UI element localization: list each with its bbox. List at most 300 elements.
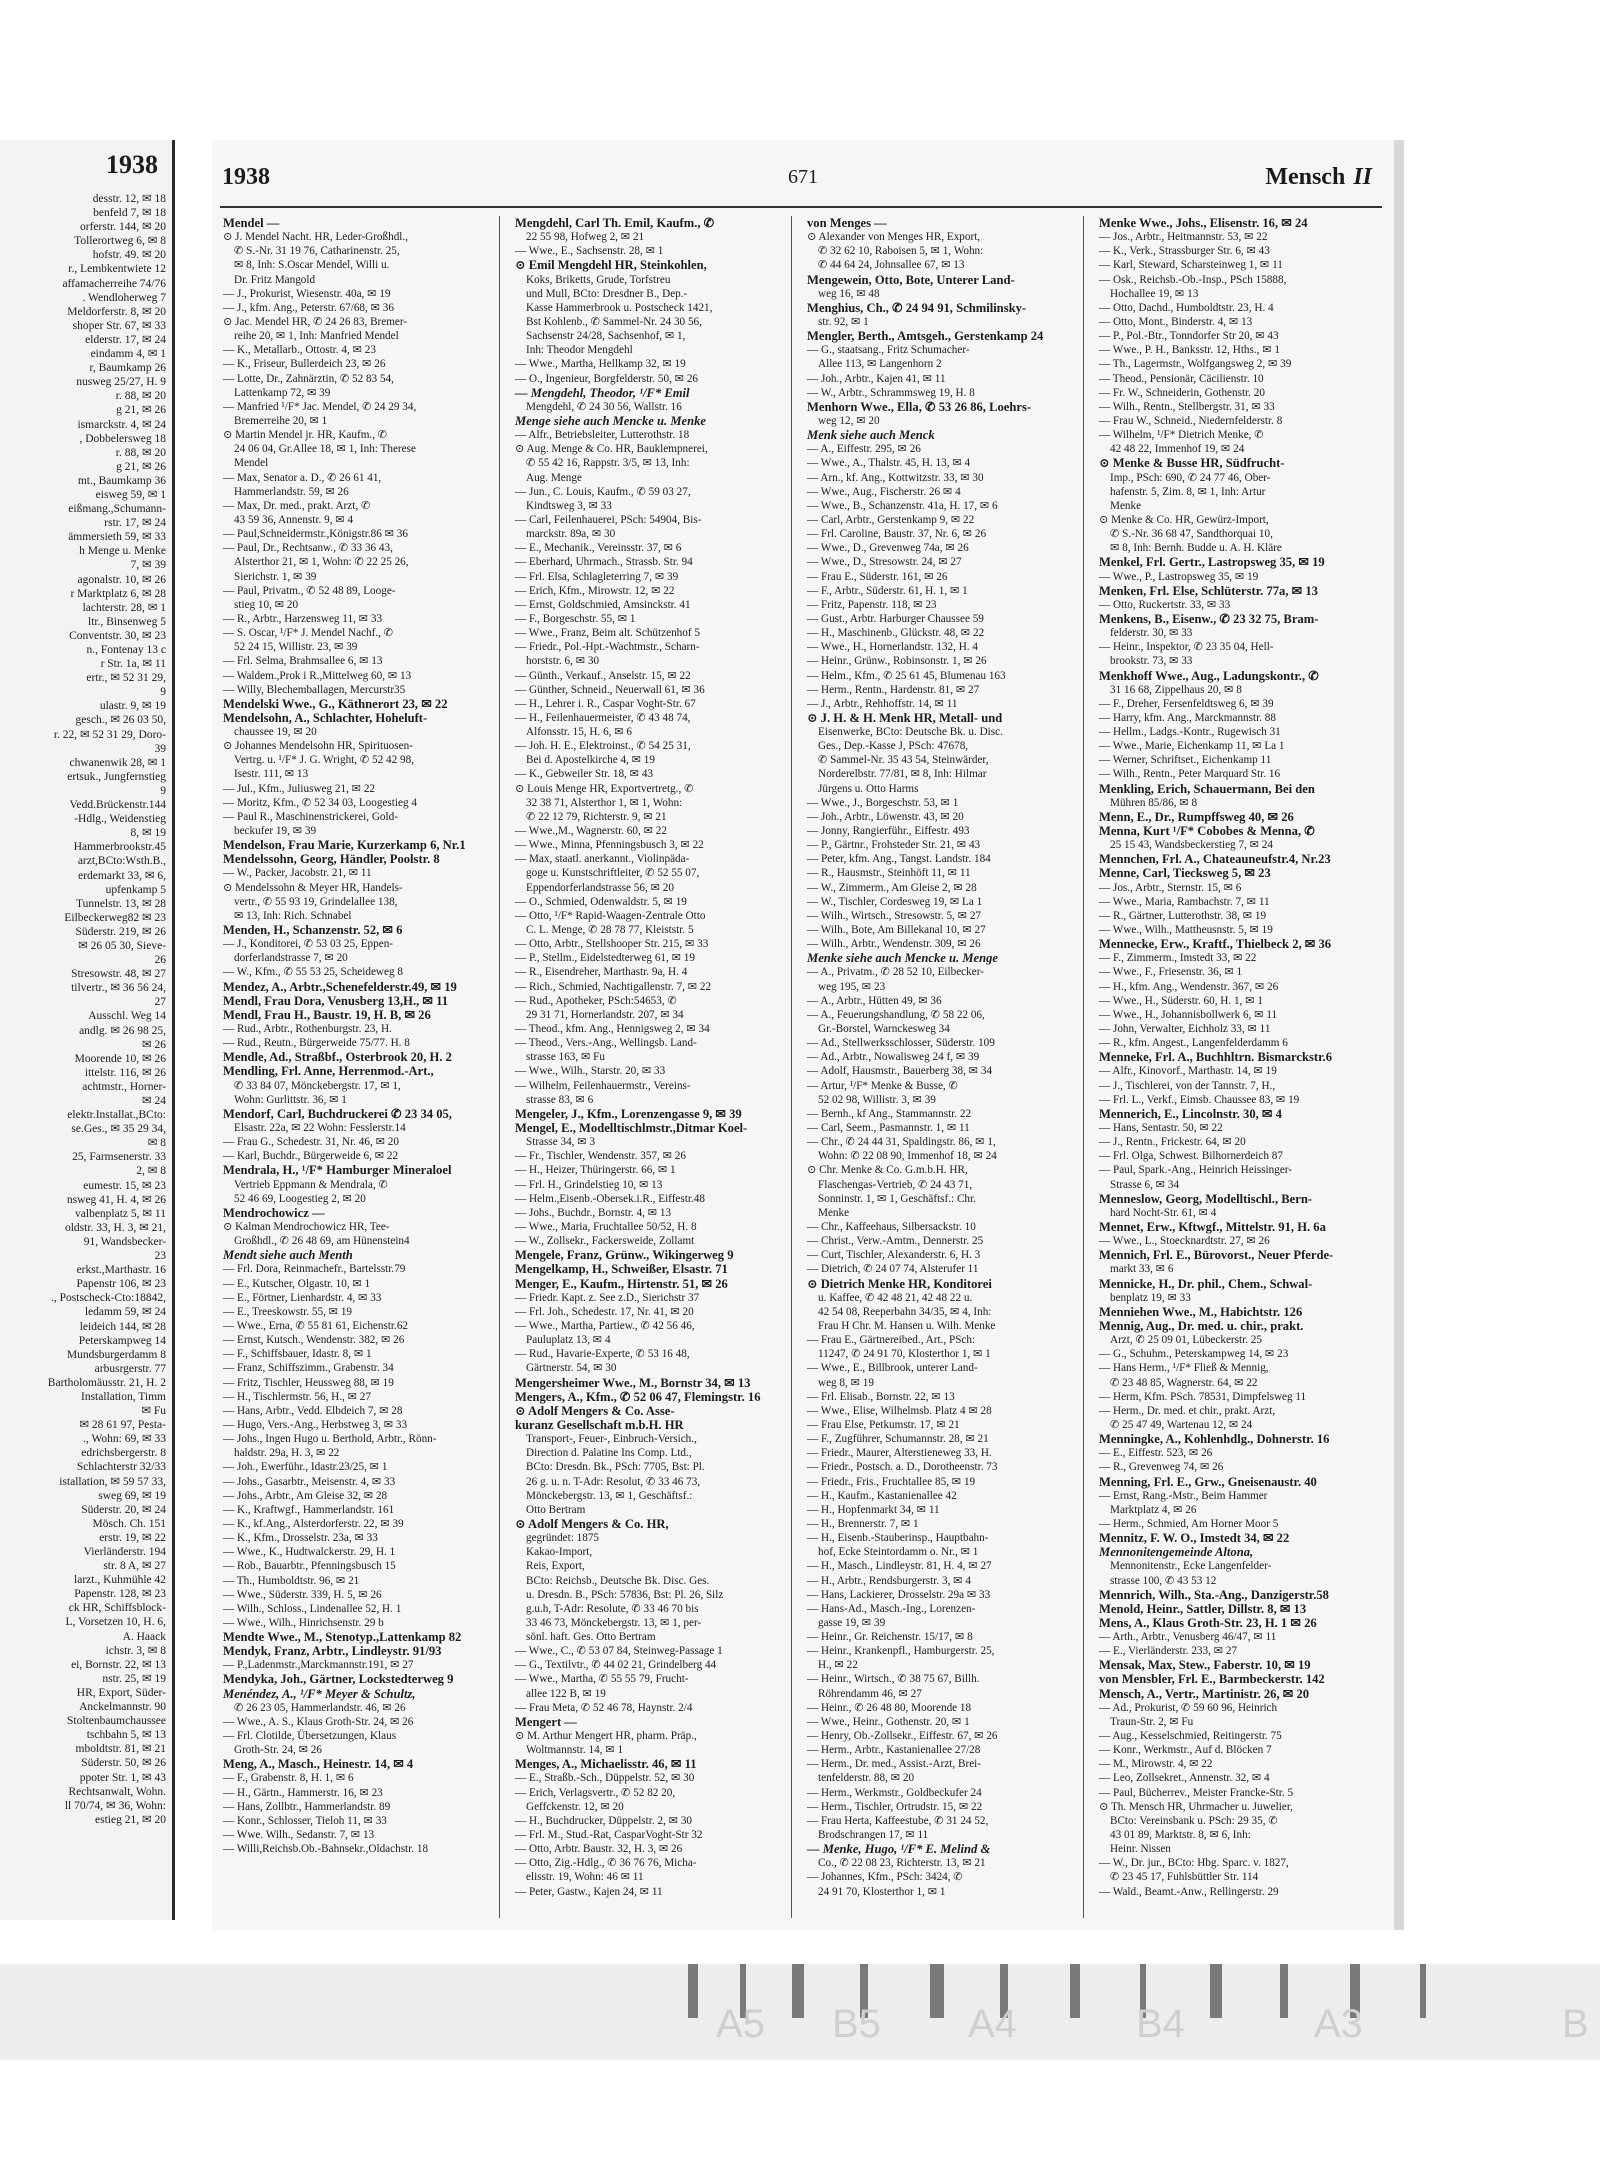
directory-entry: — P., Pol.-Btr., Tonndorfer Str 20, ✉ 43 <box>1099 330 1279 343</box>
directory-entry: — Wwe. Wilh., Sedanstr. 7, ✉ 13 <box>223 1829 375 1842</box>
directory-entry: ⊙ Kalman Mendrochowicz HR, Tee- <box>223 1220 390 1233</box>
directory-entry: — Heinr., Krankenpfl., Hamburgerstr. 25, <box>807 1645 995 1658</box>
directory-entry: — Paul,Schneidermstr.,Königstr.86 ✉ 36 <box>223 528 408 541</box>
directory-entry: — A., Feuerungshandlung, ✆ 58 22 06, <box>807 1008 985 1021</box>
directory-heading: Mendyk, Franz, Arbtr., Lindleystr. 91/93 <box>223 1644 442 1659</box>
directory-continuation: 31 16 68, Zippelhaus 20, ✉ 8 <box>1110 683 1242 696</box>
directory-entry: — Wwe., P. H., Banksstr. 12, Hths., ✉ 1 <box>1099 344 1281 357</box>
directory-continuation: 42 48 22, Immenhof 19, ✉ 24 <box>1110 443 1245 456</box>
directory-entry: — Willi,Reichsb.Ob.-Bahnsekr.,Oldachstr. 18 <box>223 1843 429 1856</box>
directory-heading: ⊙ Adolf Mengers & Co. HR, <box>515 1516 669 1531</box>
directory-entry: — Heinr., ✆ 26 48 80, Moorende 18 <box>807 1701 972 1714</box>
directory-entry: — Max, Dr. med., prakt. Arzt, ✆ <box>223 499 371 512</box>
directory-entry: — Wwe., H., Johannisbollwerk 6, ✉ 11 <box>1099 1008 1278 1021</box>
directory-continuation: Wohn: ✆ 22 08 90, Immenhof 18, ✉ 24 <box>818 1150 997 1163</box>
directory-heading: Menke siehe auch Mencke u. Menge <box>807 951 998 966</box>
directory-continuation: Dr. Fritz Mangold <box>234 273 316 286</box>
directory-continuation: strasse 163, ✉ Fu <box>526 1051 605 1064</box>
directory-heading: Mengdehl, Carl Th. Emil, Kaufm., ✆ <box>515 216 715 230</box>
directory-entry: — K., Verk., Strassburger Str. 6, ✉ 43 <box>1099 245 1270 258</box>
directory-entry: — H., kfm. Ang., Wendenstr. 367, ✉ 26 <box>1099 980 1279 993</box>
directory-continuation: Co., ✆ 22 08 23, Richterstr. 13, ✉ 21 <box>818 1857 986 1870</box>
directory-entry: — J., Rentn., Frickestr. 64, ✉ 20 <box>1099 1136 1246 1149</box>
directory-entry: ⊙ Alexander von Menges HR, Export, <box>807 231 981 244</box>
directory-entry: — Frau Else, Petkumstr. 17, ✉ 21 <box>807 1418 960 1431</box>
directory-entry: — Jul., Kfm., Juliusweg 21, ✉ 22 <box>223 782 376 795</box>
directory-continuation: Otto Bertram <box>526 1503 586 1516</box>
directory-heading: Mengewein, Otto, Bote, Unterer Land- <box>807 272 1015 287</box>
running-head <box>1265 164 1372 191</box>
previous-page-year: 1938 <box>106 150 158 179</box>
directory-entry: — J., kfm. Ang., Peterstr. 67/68, ✉ 36 <box>223 301 394 314</box>
directory-entry: — Heinr., Grünw., Robinsonstr. 1, ✉ 26 <box>807 655 987 668</box>
directory-continuation: Inh: Theodor Mengdehl <box>526 344 633 357</box>
previous-page-line: n., Fontenay 13 c <box>86 644 166 656</box>
directory-entry: — Ad., Arbtr., Nowalisweg 24 f, ✉ 39 <box>807 1051 980 1064</box>
directory-entry: — Joh., Arbtr., Löwenstr. 43, ✉ 20 <box>807 810 964 823</box>
directory-heading: Menkens, B., Eisenw., ✆ 23 32 75, Bram- <box>1099 611 1319 626</box>
directory-continuation: vertr., ✆ 55 93 19, Grindelallee 138, <box>234 895 398 908</box>
directory-entry: — Hans, Zollbtr., Hammerlandstr. 89 <box>223 1800 391 1813</box>
directory-continuation: Ges., Dep.-Kasse J, PSch: 47678, <box>818 740 969 753</box>
previous-page-line: Tollerortweg 6, ✉ 8 <box>74 235 166 248</box>
previous-page-line: Tunnelstr. 13, ✉ 28 <box>75 897 166 910</box>
previous-page-line: Stresowstr. 48, ✉ 27 <box>71 968 166 981</box>
directory-entry: ⊙ Martin Mendel jr. HR, Kaufm., ✆ <box>223 429 388 442</box>
previous-page-line: Anckelmannstr. 90 <box>79 1701 166 1714</box>
directory-entry: — Alfr., Betriebsleiter, Lutterothstr. 18 <box>515 429 690 442</box>
film-marker: B <box>1562 2002 1589 2046</box>
directory-continuation: 33 46 73, Mönckebergstr. 13, ✉ 1, per- <box>526 1616 702 1629</box>
directory-continuation: ✆ 23 45 17, Fuhlsbüttler Str. 114 <box>1110 1871 1259 1884</box>
directory-entry: — Otto, Ruckertstr. 33, ✉ 33 <box>1099 598 1231 611</box>
previous-page-line: ., Wohn: 69, ✉ 33 <box>83 1433 166 1446</box>
directory-entry: — R., Hausmstr., Steinhöft 11, ✉ 11 <box>807 867 971 880</box>
directory-entry: — W., Arbtr., Schrammsweg 19, H. 8 <box>807 386 975 399</box>
directory-heading: Menningke, A., Kohlenhdlg., Dohnerstr. 16 <box>1099 1432 1330 1447</box>
directory-entry: — F., Borgeschstr. 55, ✉ 1 <box>515 612 636 625</box>
directory-entry: — W., Zollsekr., Fackersweide, Zollamt <box>515 1235 695 1248</box>
directory-heading: Mennonitengemeinde Altona, <box>1099 1545 1254 1560</box>
directory-continuation: Elsastr. 22a, ✉ 22 Wohn: Fesslerstr.14 <box>234 1122 406 1134</box>
directory-entry: — Otto, Arbtr. Baustr. 32, H. 3, ✉ 26 <box>515 1843 683 1856</box>
previous-page-line: leideich 144, ✉ 28 <box>79 1320 166 1333</box>
directory-entry: — O., Ingenieur, Borgfelderstr. 50, ✉ 26 <box>515 372 699 385</box>
directory-entry: — Willy, Blechemballagen, Mercurstr35 <box>223 683 406 696</box>
directory-heading: ⊙ Emil Mengdehl HR, Steinkohlen, <box>515 258 707 273</box>
directory-continuation: Lattenkamp 72, ✉ 39 <box>234 386 331 399</box>
previous-page-line: Süderstr. 219, ✉ 26 <box>75 925 166 938</box>
film-mark <box>792 1964 804 2018</box>
directory-continuation: Sierichstr. 1, ✉ 39 <box>234 570 317 583</box>
directory-heading: Menne, Carl, Tiecksweg 5, ✉ 23 <box>1099 866 1271 881</box>
previous-page-line: 26 <box>154 954 166 967</box>
film-mark <box>1420 1964 1426 2018</box>
directory-entry: — Wwe., Wilh., Starstr. 20, ✉ 33 <box>515 1065 666 1078</box>
previous-page-line: r, Baumkamp 26 <box>89 362 166 375</box>
directory-continuation: Koks, Briketts, Grude, Torfstreu <box>526 273 671 286</box>
directory-continuation: 52 02 98, Willistr. 3, ✉ 39 <box>818 1093 936 1106</box>
directory-continuation: Heinr. Nissen <box>1110 1843 1171 1856</box>
previous-page-line: erkst.,Marthastr. 16 <box>76 1264 166 1277</box>
directory-entry: ⊙ Menke & Co. HR, Gewürz-Import, <box>1099 513 1269 526</box>
directory-heading: ⊙ J. H. & H. Menk HR, Metall- und <box>807 710 1003 725</box>
directory-entry: — Wald., Beamt.-Anw., Rellingerstr. 29 <box>1099 1885 1279 1898</box>
directory-entry: — Max, Senator a. D., ✆ 26 61 41, <box>223 471 382 484</box>
directory-heading: — Mengdehl, Theodor, ¹/F* Emil <box>515 385 690 400</box>
directory-continuation: Gr.-Borstel, Warnckesweg 34 <box>818 1023 950 1036</box>
directory-entry: — H., Arbtr., Rendsburgerstr. 3, ✉ 4 <box>807 1574 971 1587</box>
directory-heading: Mengert — <box>515 1714 577 1729</box>
directory-heading: Mengelkamp, H., Schweißer, Elsastr. 71 <box>515 1262 728 1277</box>
previous-page-line: 91, Wandsbecker- <box>83 1235 166 1248</box>
directory-entry: — Konr., Werkmstr., Auf d. Blöcken 7 <box>1099 1744 1272 1757</box>
previous-page-line: Moorende 10, ✉ 26 <box>74 1052 166 1065</box>
directory-entry: — Christ., Verw.-Amtm., Dennerstr. 25 <box>807 1235 984 1248</box>
directory-heading: Mendez, A., Arbtr.,Schenefelderstr.49, ✉ 19 <box>223 979 457 994</box>
directory-heading: Mennerich, E., Lincolnstr. 30, ✉ 4 <box>1099 1106 1282 1121</box>
previous-page-line: ✉ 26 05 30, Sieve- <box>78 939 166 952</box>
directory-heading: Menk siehe auch Menck <box>807 428 935 443</box>
directory-continuation: dorferlandstrasse 7, ✉ 20 <box>234 952 348 965</box>
directory-heading: Mendrala, H., ¹/F* Hamburger Mineraloel <box>223 1163 452 1178</box>
directory-continuation: ✉ 8, Inh: Bernh. Budde u. A. H. Kläre <box>1110 542 1282 555</box>
previous-page-line: r., Lembkentwiete 12 <box>68 263 166 276</box>
directory-entry: — Hans, Sentastr. 50, ✉ 22 <box>1099 1122 1223 1134</box>
previous-page-line: tschbahn 5, ✉ 13 <box>86 1729 166 1742</box>
directory-heading: Mengeler, J., Kfm., Lorenzengasse 9, ✉ 39 <box>515 1106 742 1121</box>
directory-entry: — Heinr., Wirtsch., ✆ 38 75 67, Billh. <box>807 1673 980 1686</box>
previous-page-line: Eilbeckerweg82 ✉ 23 <box>64 911 166 924</box>
previous-page-line: larzt., Kuhmühle 42 <box>74 1574 166 1587</box>
directory-entry: ⊙ Johannes Mendelsohn HR, Spirituosen- <box>223 740 413 753</box>
directory-entry: — J., Arbtr., Rehhoffstr. 14, ✉ 11 <box>807 697 958 710</box>
previous-page-line: eisweg 59, ✉ 1 <box>95 488 166 501</box>
directory-continuation: ✆ 44 64 24, Johnsallee 67, ✉ 13 <box>818 259 965 272</box>
previous-page-line: sweg 69, ✉ 19 <box>98 1489 166 1502</box>
directory-continuation: 24 06 04, Gr.Allee 18, ✉ 1, Inh: Therese <box>234 443 416 456</box>
directory-entry: — Paul, Bücherrev., Meister Francke-Str. 5 <box>1099 1786 1294 1799</box>
directory-continuation: ✆ 26 23 05, Hammerlandstr. 46, ✉ 26 <box>234 1701 406 1714</box>
directory-entry: — Frl. Olga, Schwest. Bilhornerdeich 87 <box>1099 1150 1283 1163</box>
previous-page-line: ck HR, Schiffsblock- <box>68 1602 166 1615</box>
microfilm-strip <box>0 1964 1600 2060</box>
directory-continuation: Sachsenstr 24/28, Sachsenhof, ✉ 1, <box>526 330 686 343</box>
directory-entry: — K., Metallarb., Ottostr. 4, ✉ 23 <box>223 344 376 357</box>
directory-entry: — H., Feilenhauermeister, ✆ 43 48 74, <box>515 711 691 724</box>
previous-page-line: , Dobbelersweg 18 <box>79 432 166 445</box>
previous-page-line: 9 <box>160 686 166 699</box>
directory-page <box>212 140 1404 1930</box>
directory-continuation: BCto: Reichsb., Deutsche Bk. Disc. Ges. <box>526 1574 710 1587</box>
previous-page-line: lachterstr. 28, ✉ 1 <box>82 601 166 614</box>
directory-heading: Menger, E., Kaufm., Hirtenstr. 51, ✉ 26 <box>515 1276 728 1291</box>
directory-entry: — Fr., Tischler, Wendenstr. 357, ✉ 26 <box>515 1150 686 1163</box>
previous-page-line: . Wendloherweg 7 <box>82 291 166 304</box>
directory-heading: Menkhoff Wwe., Aug., Ladungskontr., ✆ <box>1099 668 1319 683</box>
previous-page-line: eißmang.,Schumann- <box>68 503 166 516</box>
previous-page-line: Stoltenbaumchaussee <box>66 1715 166 1728</box>
directory-continuation: C. L. Menge, ✆ 28 78 77, Kleiststr. 5 <box>526 924 694 937</box>
directory-continuation: Alfonsstr. 15, H. 6, ✉ 6 <box>526 726 633 739</box>
directory-continuation: gegründet: 1875 <box>526 1532 600 1545</box>
directory-continuation: Menke <box>818 1206 850 1219</box>
directory-entry: — Frau Herta, Kaffeestube, ✆ 31 24 52, <box>807 1814 989 1827</box>
directory-entry: — Herm., Arbtr., Kastanienallee 27/28 <box>807 1744 981 1757</box>
directory-heading: Mennchen, Frl. A., Chateauneufstr.4, Nr.23 <box>1099 852 1331 867</box>
directory-entry: — Helm., Kfm., ✆ 25 61 45, Blumenau 163 <box>807 669 1006 682</box>
directory-continuation: 24 91 70, Klosterthor 1, ✉ 1 <box>818 1885 946 1898</box>
directory-heading: Meng, A., Masch., Heinestr. 14, ✉ 4 <box>223 1757 414 1772</box>
column-3 <box>804 216 1084 1918</box>
previous-page-line: ittelstr. 116, ✉ 26 <box>84 1066 166 1079</box>
directory-continuation: Mönckebergstr. 13, ✉ 1, Geschäftsf.: <box>526 1489 693 1502</box>
directory-continuation: weg 16, ✉ 48 <box>818 287 880 300</box>
previous-page-line: estieg 21, ✉ 20 <box>95 1813 166 1826</box>
directory-continuation: Reis, Export, <box>526 1560 585 1573</box>
directory-entry: — Wilhelm, ¹/F* Dietrich Menke, ✆ <box>1099 429 1264 442</box>
directory-continuation: hof, Ecke Steintordamm o. Nr., ✉ 1 <box>818 1546 979 1559</box>
directory-heading: Mendorf, Carl, Buchdruckerei ✆ 23 34 05, <box>223 1106 452 1121</box>
directory-entry: — J., Konditorei, ✆ 53 03 25, Eppen- <box>223 938 394 951</box>
directory-entry: — Frl. Clotilde, Übersetzungen, Klaus <box>223 1730 397 1743</box>
directory-heading: Menke Wwe., Johs., Elisenstr. 16, ✉ 24 <box>1099 216 1308 230</box>
directory-entry: — R., kfm. Angest., Langenfelderdamm 6 <box>1099 1037 1288 1050</box>
directory-entry: — E., Treeskowstr. 55, ✉ 19 <box>223 1305 353 1318</box>
film-marker: A5 <box>716 2002 765 2046</box>
directory-entry: — Wwe., Erna, ✆ 55 81 61, Eichenstr.62 <box>223 1319 409 1332</box>
directory-entry: ⊙ Aug. Menge & Co. HR, Bauklempnerei, <box>515 443 708 456</box>
directory-continuation: goge u. Kunstschriftleiter, ✆ 52 55 07, <box>526 867 700 880</box>
directory-continuation: markt 33, ✉ 6 <box>1110 1263 1174 1276</box>
directory-continuation: Flaschengas-Vertrieb, ✆ 24 43 71, <box>818 1178 973 1191</box>
film-marker: B5 <box>832 2002 881 2046</box>
directory-heading: Menning, Frl. E., Grw., Gneisenaustr. 40 <box>1099 1474 1317 1489</box>
previous-page-line: Conventstr. 30, ✉ 23 <box>69 629 166 642</box>
directory-entry: — Ernst, Goldschmied, Amsinckstr. 41 <box>515 598 691 611</box>
directory-continuation: beckufer 19, ✉ 39 <box>234 825 317 838</box>
previous-page-line: 8, ✉ 19 <box>130 827 166 840</box>
directory-entry: — Bernh., kf Ang., Stammannstr. 22 <box>807 1107 972 1120</box>
directory-columns <box>220 216 1374 1918</box>
directory-entry: — K., Kfm., Drosselstr. 23a, ✉ 33 <box>223 1532 378 1545</box>
directory-entry: — Frl. L., Verkf., Eimsb. Chaussee 83, ✉ 19 <box>1099 1093 1300 1106</box>
directory-entry: — H., Buchdrucker, Düppelstr. 2, ✉ 30 <box>515 1814 693 1827</box>
directory-entry: — Günther, Schneid., Neuerwall 61, ✉ 36 <box>515 683 705 696</box>
directory-heading: Mendl, Frau Dora, Venusberg 13,H., ✉ 11 <box>223 993 449 1008</box>
directory-entry: — E., Förtner, Lienhardstr. 4, ✉ 33 <box>223 1291 382 1304</box>
directory-continuation: ✉ 13, Inh: Rich. Schnabel <box>234 909 352 922</box>
directory-heading: Mendte Wwe., M., Stenotyp.,Lattenkamp 82 <box>223 1630 462 1645</box>
directory-continuation: str. 92, ✉ 1 <box>818 315 869 328</box>
directory-entry: — Wwe., K., Hudtwalckerstr. 29, H. 1 <box>223 1546 396 1559</box>
directory-continuation: Jürgens u. Otto Harms <box>818 782 919 795</box>
directory-entry: — W., Kfm., ✆ 55 53 25, Scheideweg 8 <box>223 966 403 979</box>
directory-entry: — Friedr., Pol.-Hpt.-Wachtmstr., Scharn- <box>515 641 700 654</box>
directory-heading: von Mensbler, Frl. E., Barmbeckerstr. 142 <box>1099 1672 1325 1687</box>
directory-continuation: tenfelderstr. 88, ✉ 20 <box>818 1772 915 1785</box>
directory-entry: — H., Brennerstr. 7, ✉ 1 <box>807 1517 919 1530</box>
directory-heading: Mennitz, F. W. O., Imstedt 34, ✉ 22 <box>1099 1531 1290 1546</box>
directory-entry: — Wwe., H., Hornerlandstr. 132, H. 4 <box>807 641 978 654</box>
directory-entry: — Frl. Elisab., Bornstr. 22, ✉ 13 <box>807 1390 955 1403</box>
directory-entry: — Frau W., Schneid., Niedernfelderstr. 8 <box>1099 414 1283 427</box>
directory-continuation: Alsterthor 21, ✉ 1, Wohn: ✆ 22 25 26, <box>234 556 409 569</box>
directory-entry: — Otto, Mont., Binderstr. 4, ✉ 13 <box>1099 315 1253 328</box>
directory-entry: — K., Kraftwgf., Hammerlandstr. 161 <box>223 1503 395 1516</box>
directory-entry: — Wwe., A. S., Klaus Groth-Str. 24, ✉ 26 <box>223 1715 414 1728</box>
previous-page-line: 27 <box>154 996 166 1009</box>
directory-entry: ⊙ Mendelssohn & Meyer HR, Handels- <box>223 881 403 894</box>
directory-heading: ⊙ Adolf Mengers & Co. Asse- <box>515 1403 675 1418</box>
directory-entry: — K., Gebweiler Str. 18, ✉ 43 <box>515 768 654 781</box>
directory-continuation: 52 46 69, Loogestieg 2, ✉ 20 <box>234 1192 366 1205</box>
directory-entry: — Theod., Pensionär, Cäcilienstr. 10 <box>1099 372 1264 385</box>
directory-entry: — Peter, Gastw., Kajen 24, ✉ 11 <box>515 1885 663 1898</box>
previous-page-line: edrichsbergerstr. 8 <box>81 1447 166 1460</box>
directory-entry: — H., Maschinenb., Glückstr. 48, ✉ 22 <box>807 627 985 640</box>
previous-page-line: valbenplatz 5, ✉ 11 <box>75 1207 166 1220</box>
previous-page-line: HR, Export, Süder- <box>76 1686 166 1699</box>
directory-entry: — F., Zimmerm., Imstedt 33, ✉ 22 <box>1099 952 1257 965</box>
directory-entry: — Wilh., Rentn., Stellbergstr. 31, ✉ 33 <box>1099 400 1275 413</box>
directory-entry: — W., Packer, Jacobstr. 21, ✉ 11 <box>223 867 372 880</box>
directory-entry: ⊙ Louis Menge HR, Exportvertretg., ✆ <box>515 782 694 795</box>
directory-heading: Mensch, A., Vertr., Martinistr. 26, ✉ 20 <box>1099 1686 1310 1701</box>
directory-entry: — Otto, Arbtr., Stellshooper Str. 215, ✉ 33 <box>515 938 709 951</box>
directory-entry: — Gust., Arbtr. Harburger Chaussee 59 <box>807 612 984 625</box>
directory-entry: — Hans, Arbtr., Vedd. Elbdeich 7, ✉ 28 <box>223 1404 403 1417</box>
running-head-numeral: II <box>1353 164 1372 190</box>
directory-continuation: 42 54 08, Reeperbahn 34/35, ✉ 4, Inh: <box>818 1305 992 1318</box>
film-mark <box>930 1964 944 2018</box>
directory-entry: — Wwe., Martha, ✆ 55 55 79, Frucht- <box>515 1673 689 1686</box>
directory-heading: Menken, Frl. Else, Schlüterstr. 77a, ✉ 13 <box>1099 583 1318 598</box>
directory-continuation: u. Kaffee, ✆ 42 48 21, 42 48 22 u. <box>818 1291 973 1304</box>
directory-continuation: Geffckenstr. 12, ✉ 20 <box>526 1800 624 1813</box>
directory-continuation: g.u.h, T-Adr: Resolute, ✆ 33 46 70 bis <box>526 1602 699 1615</box>
directory-entry: — Otto, Zig.-Hdlg., ✆ 36 76 76, Micha- <box>515 1857 697 1870</box>
directory-entry: — Wwe., C., ✆ 53 07 84, Steinweg-Passage 1 <box>515 1645 723 1658</box>
directory-entry: — Wwe., Wilh., Mattheusnstr. 5, ✉ 19 <box>1099 924 1273 937</box>
directory-entry: — Paul, Dr., Rechtsanw., ✆ 33 36 43, <box>223 542 393 555</box>
directory-continuation: horststr. 6, ✉ 30 <box>526 655 600 668</box>
previous-page-line: 39 <box>154 742 166 755</box>
previous-page-line: eumestr. 15, ✉ 23 <box>83 1179 166 1192</box>
previous-page-line: ✉ Fu <box>141 1405 166 1418</box>
directory-entry: — Arth., Arbtr., Venusberg 46/47, ✉ 11 <box>1099 1631 1277 1644</box>
previous-page-line: Installation, Timm <box>81 1390 166 1403</box>
directory-continuation: weg 8, ✉ 19 <box>818 1376 874 1389</box>
directory-entry: — Hans-Ad., Masch.-Ing., Lorenzen- <box>807 1602 976 1615</box>
directory-continuation: felderstr. 30, ✉ 33 <box>1110 627 1193 640</box>
previous-page-line: tilvertr., ✉ 36 56 24, <box>71 982 166 995</box>
directory-continuation: allee 122 B, ✉ 19 <box>526 1687 606 1700</box>
directory-entry: — Moritz, Kfm., ✆ 52 34 03, Loogestieg 4 <box>223 796 417 809</box>
directory-entry: — H., Heizer, Thüringerstr. 66, ✉ 1 <box>515 1164 676 1177</box>
directory-entry: ⊙ M. Arthur Mengert HR, pharm. Präp., <box>515 1730 697 1743</box>
directory-entry: — Frl. H., Grindelstieg 10, ✉ 13 <box>515 1178 663 1191</box>
directory-continuation: Eisenwerke, BCto: Deutsche Bk. u. Disc. <box>818 726 1003 739</box>
directory-entry: — Paul R., Maschinenstrickerei, Gold- <box>223 810 398 823</box>
directory-continuation: 52 24 15, Willistr. 23, ✉ 39 <box>234 641 358 654</box>
directory-continuation: hafenstr. 5, Zim. 8, ✉ 1, Inh: Artur <box>1110 485 1266 498</box>
directory-heading: Mendelssohn, Georg, Händler, Poolstr. 8 <box>223 852 440 867</box>
directory-entry: — Th., Lagermstr., Wolfgangsweg 2, ✉ 39 <box>1099 358 1292 371</box>
directory-entry: — Hugo, Vers.-Ang., Herbstweg 3, ✉ 33 <box>223 1418 408 1431</box>
directory-entry: — Joh. H. E., Elektroinst., ✆ 54 25 31, <box>515 740 691 753</box>
directory-entry: — Johs., Arbtr., Am Gleise 32, ✉ 28 <box>223 1489 388 1502</box>
previous-page-line: Meldorferstr. 8, ✉ 20 <box>67 305 166 318</box>
directory-entry: — Frau E., Gärtnereibed., Art., PSch: <box>807 1334 976 1347</box>
directory-entry: — Dietrich, ✆ 24 07 74, Alsterufer 11 <box>807 1263 979 1276</box>
directory-continuation: brookstr. 73, ✉ 33 <box>1110 655 1193 668</box>
directory-entry: — H., Masch., Lindleystr. 81, H. 4, ✉ 27 <box>807 1560 992 1573</box>
directory-entry: — Leo, Zollsekret., Annenstr. 32, ✉ 4 <box>1099 1772 1270 1785</box>
previous-page-line: ledamm 59, ✉ 24 <box>84 1306 166 1319</box>
previous-page-line: 7, ✉ 39 <box>130 559 166 572</box>
previous-page-line: Schlachterstr 32/33 <box>76 1461 166 1474</box>
directory-entry: — Wwe., Franz, Beim alt. Schützenhof 5 <box>515 627 700 640</box>
previous-page-line: eindamm 4, ✉ 1 <box>90 348 166 361</box>
previous-page-line: erdemarkt 33, ✉ 6, <box>78 869 166 882</box>
directory-entry: — Friedr., Postsch. a. D., Dorotheenstr. 73 <box>807 1461 998 1474</box>
directory-entry: — Wwe., D., Grevenweg 74a, ✉ 26 <box>807 542 969 555</box>
directory-entry: — Frau E., Süderstr. 161, ✉ 26 <box>807 570 948 583</box>
directory-entry: — Hans Herm., ¹/F* Fließ & Mennig, <box>1099 1362 1269 1375</box>
previous-page-line: mt., Baumkamp 36 <box>77 474 166 487</box>
directory-continuation: Großhdl., ✆ 26 48 69, am Hünenstein4 <box>234 1235 410 1248</box>
directory-entry: — F., Arbtr., Süderstr. 61, H. 1, ✉ 1 <box>807 584 968 597</box>
directory-continuation: ✉ 8, Inh: S.Oscar Mendel, Willi u. <box>234 259 390 272</box>
directory-entry: ⊙ Jac. Mendel HR, ✆ 24 26 83, Bremer- <box>223 315 408 328</box>
previous-page-line: ✉ 28 61 97, Pesta- <box>79 1419 166 1432</box>
directory-entry: — Wilh., Wirtsch., Stresowstr. 5, ✉ 27 <box>807 909 982 922</box>
directory-continuation: ✆ 33 84 07, Mönckebergstr. 17, ✉ 1, <box>234 1079 401 1092</box>
previous-page-line: ✉ 24 <box>141 1095 166 1107</box>
previous-page-line: Papenstr. 128, ✉ 23 <box>74 1588 166 1601</box>
directory-heading: Menkel, Frl. Gertr., Lastropsweg 35, ✉ 19 <box>1099 555 1325 570</box>
directory-continuation: Pauluplatz 13, ✉ 4 <box>526 1334 611 1347</box>
directory-entry: ⊙ Chr. Menke & Co. G.m.b.H. HR, <box>807 1164 968 1177</box>
directory-entry: — Fritz, Papenstr. 118, ✉ 23 <box>807 598 937 611</box>
directory-entry: — Ad., Stellwerksschlosser, Süderstr. 109 <box>807 1037 995 1050</box>
previous-page-line: Vedd.Brückenstr.144 <box>69 799 166 812</box>
directory-entry: — Paul, Privatm., ✆ 52 48 89, Looge- <box>223 584 396 597</box>
directory-continuation: strasse 83, ✉ 6 <box>526 1093 594 1106</box>
previous-page-line: -Hdlg., Weidenstieg <box>74 813 166 826</box>
previous-page-line: arbusrgerstr. 77 <box>94 1362 166 1375</box>
directory-entry: — Osk., Reichsb.-Ob.-Insp., PSch 15888, <box>1099 273 1287 286</box>
directory-entry: — Johs., Buchdr., Bornstr. 4, ✉ 13 <box>515 1206 672 1219</box>
directory-entry: — Wwe., L., Stoecknardtstr. 27, ✉ 26 <box>1099 1235 1270 1248</box>
previous-page-line: istallation, ✉ 59 57 33, <box>59 1475 166 1488</box>
directory-entry: — Carl, Seem., Pasmannstr. 1, ✉ 11 <box>807 1122 970 1134</box>
directory-heading: Menold, Heinr., Sattler, Dillstr. 8, ✉ 13 <box>1099 1601 1307 1616</box>
directory-continuation: 32 38 71, Alsterthor 1, ✉ 1, Wohn: <box>526 796 683 809</box>
directory-entry: — Wwe., F., Friesenstr. 36, ✉ 1 <box>1099 966 1243 979</box>
directory-heading: Menhorn Wwe., Ella, ✆ 53 26 86, Loehrs- <box>807 399 1032 414</box>
directory-continuation: Kakao-Import, <box>526 1546 593 1559</box>
directory-entry: — Frau Meta, ✆ 52 46 78, Haynstr. 2/4 <box>515 1701 693 1714</box>
directory-entry: — Erich, Verlagsvertr., ✆ 52 82 20, <box>515 1786 676 1799</box>
film-mark <box>1070 1964 1080 2018</box>
previous-page-line: r Str. 1a, ✉ 11 <box>100 658 166 671</box>
directory-entry: — Otto, ¹/F* Rapid-Waagen-Zentrale Otto <box>515 909 706 922</box>
directory-continuation: Transport-, Feuer-, Einbruch-Versich., <box>526 1433 697 1446</box>
directory-continuation: Frau H Chr. M. Hansen u. Wilh. Menke <box>818 1319 996 1332</box>
directory-entry: — Peter, kfm. Ang., Tangst. Landstr. 184 <box>807 853 991 866</box>
